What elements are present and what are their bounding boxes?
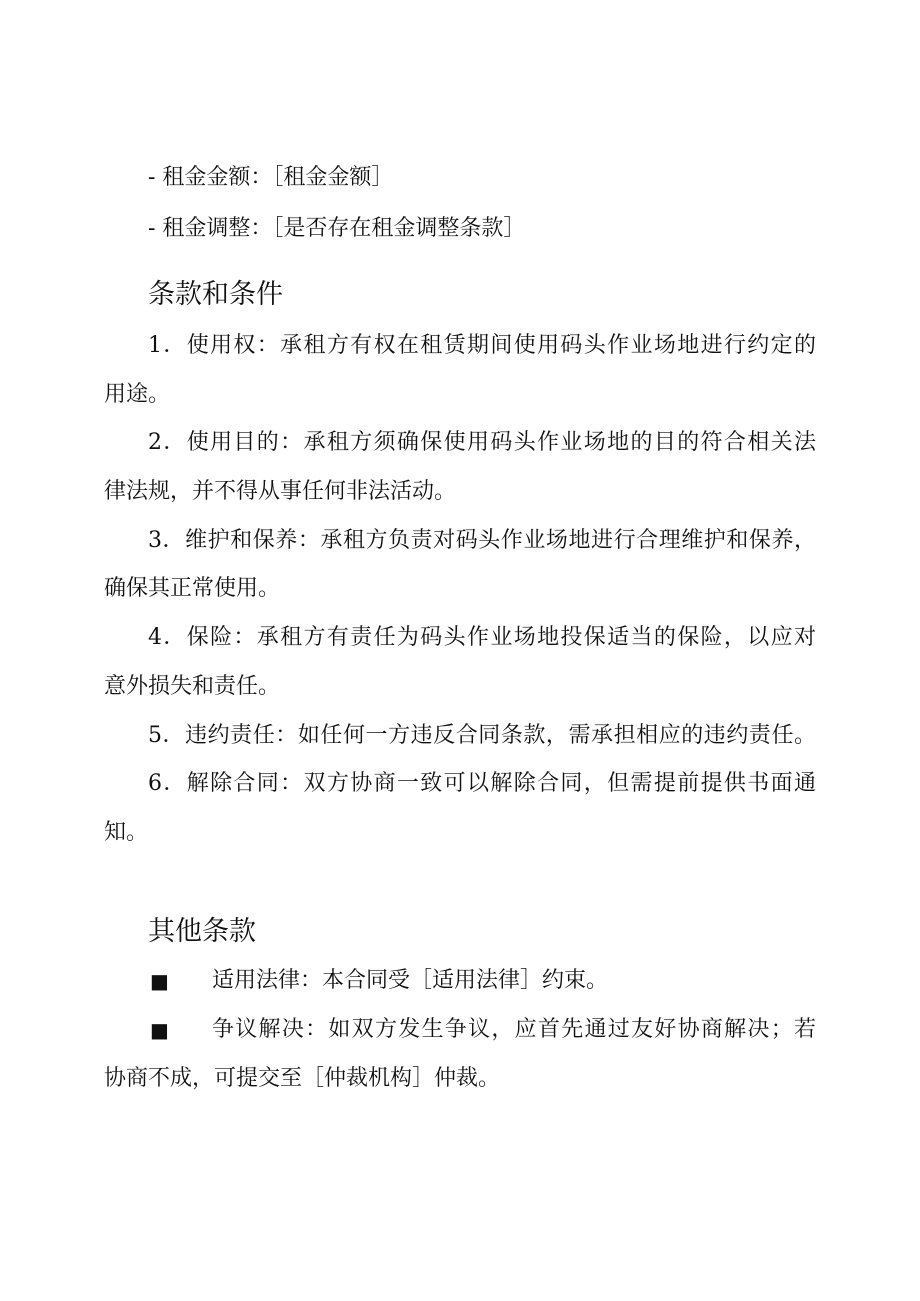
terms-item-2-line1: 2．使用目的：承租方须确保使用码头作业场地的目的符合相关法 xyxy=(148,430,816,455)
terms-item-4-line1: 4．保险：承租方有责任为码头作业场地投保适当的保险，以应对 xyxy=(148,625,816,650)
terms-item-1-line1: 1．使用权：承租方有权在租赁期间使用码头作业场地进行约定的 xyxy=(148,333,816,358)
terms-item-6-line1: 6．解除合同：双方协商一致可以解除合同，但需提前提供书面通 xyxy=(148,771,816,796)
bullet-square-icon: ■ xyxy=(150,969,169,993)
other-item-2-line1: 争议解决：如双方发生争议，应首先通过友好协商解决；若 xyxy=(212,1017,816,1042)
terms-item-1-line2: 用途。 xyxy=(104,382,171,407)
other-item-1-line1: 适用法律：本合同受［适用法律］约束。 xyxy=(212,968,609,993)
terms-item-4-line2: 意外损失和责任。 xyxy=(104,674,281,699)
other-heading: 其他条款 xyxy=(148,916,256,947)
other-item-2-line2: 协商不成，可提交至［仲裁机构］仲裁。 xyxy=(104,1066,501,1091)
terms-heading: 条款和条件 xyxy=(148,279,283,310)
terms-item-5-line1: 5．违约责任：如任何一方违反合同条款，需承担相应的违约责任。 xyxy=(148,723,816,748)
terms-item-3-line1: 3．维护和保养：承租方负责对码头作业场地进行合理维护和保养， xyxy=(148,528,816,553)
terms-item-2-line2: 律法规，并不得从事任何非法活动。 xyxy=(104,479,457,504)
terms-item-6-line2: 知。 xyxy=(104,820,149,845)
terms-item-3-line2: 确保其正常使用。 xyxy=(104,576,281,601)
rent-adjustment-line: - 租金调整：［是否存在租金调整条款］ xyxy=(148,216,526,241)
bullet-square-icon: ■ xyxy=(150,1018,169,1042)
rent-amount-line: - 租金金额：［租金金额］ xyxy=(148,165,394,190)
